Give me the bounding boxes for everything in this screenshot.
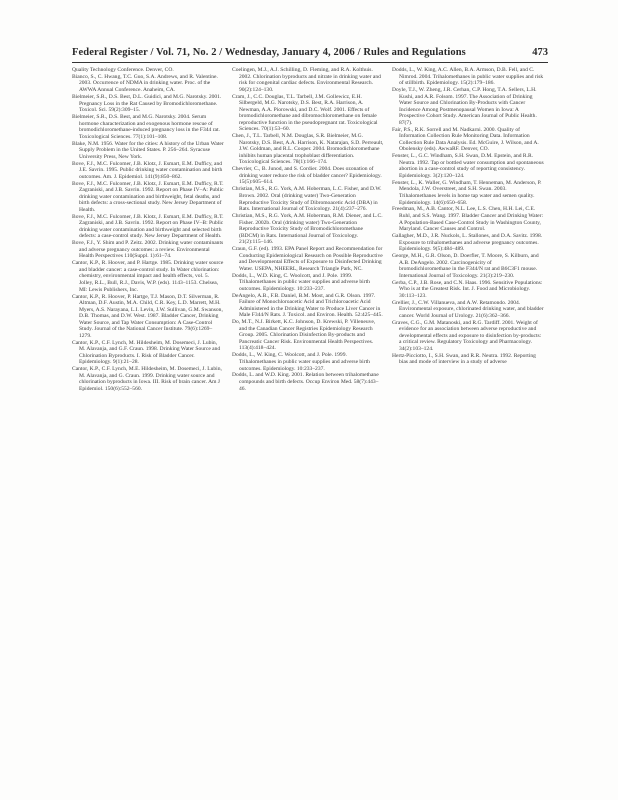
reference-entry: Grellier, J., C.W. Villanueva, and A.W. Retamondo. 2004. Environmental exposure, chlorinated drinking water, and bladder cancer. World Journal of Urology. 21(6):362–366. <box>392 299 544 319</box>
reference-entry: Graves, C.G., G.M. Matanoski, and R.G. Tardiff. 2001. Weight of evidence for an association between adverse reproductive and developmental effects and exposure to disinfection by-products: a critical review. Regulatory Toxicology and Pharmacology. 34(2):103–124. <box>392 319 542 352</box>
reference-entry: Cantor, K.P., R. Hoover, P. Hartge, T.J. Mason, D.T. Silverman, R. Altman, D.F. Austin, M.A. Child, C.R. Key, L.D. Marrett, M.H. Myers, A.S. Narayana, L.I. Levin, J.W. Sullivan, G.M. Swanson, D.B. Thomas, and D.W. West. 1987. Bladder Cancer, Drinking Water Source, and Tap Water Consumption: A Case-Control Study. Journal of the National Cancer Institute. 79(6):1269–1279. <box>72 293 223 339</box>
reference-entry: Bielmeier, S.R., D.S. Best, D.L. Guidici, and M.G. Narotsky. 2001. Pregnancy Loss in the Rat Caused by Bromodichloromethane. Toxicol. Sci. 59(2):309–15. <box>72 93 222 114</box>
reference-column-1 <box>72 67 224 767</box>
reference-entry: Fenster, L., G.C. Windham, S.H. Swan, D.M. Epstein, and R.R. Neutra. 1992. Tap or bottled water consumption and spontaneous abortion in a case-control study of reporting consistency. Epidemiology. 3(2):120–124. <box>392 153 544 179</box>
reference-entry: Gallagher, M.D., J.R. Nuckols, L. Stallones, and D.A. Savitz. 1998. Exposure to trihalomethanes and adverse pregnancy outcomes. Epidemiology. 9(5):484–489. <box>392 233 543 253</box>
reference-entry: Coelingen, M.J., A.J. Schilling, D. Fleming, and R.A. Kolthuis. 2002. Chlorination byproducts and nitrate in drinking water and risk for congenital cardiac defects. Environmental Research. 90(2):124–130. <box>232 67 381 93</box>
reference-entry: Chen, J., T.L. Tarbell, N.M. Douglas, S.R. Bielmeier, M.G. Narotsky, D.S. Best, A.A. Harrison, K. Natarajan, S.D. Perreault, J.W. Goldman, and R.L. Cooper. 2004. Bromodichloromethane inhibits human placental trophoblast differentiation. Toxicological Sciences. 78(1):166–174. <box>232 133 384 166</box>
running-head: Federal Register / Vol. 71, No. 2 / Wednesday, January 4, 2006 / Rules and Regulations <box>72 47 466 58</box>
reference-entry: George, M.H., G.R. Olson, D. Doerfler, T. Moore, S. Kilburn, and A.B. DeAngelo. 2002. Carcinogenicity of bromodichloromethane in the F344/N rat and B6C3F1 mouse. International Journal of Toxicology. 21(3):219–230. <box>392 253 539 279</box>
reference-entry: Chevrier, C., B. Junod, and S. Cordier. 2004. Does ozonation of drinking water reduce the risk of bladder cancer? Epidemiology. 15(5):605–614. <box>232 166 382 186</box>
reference-entry: Bove, F.J., M.C. Fulcomer, J.B. Klotz, J. Esmart, E.M. Dufficy, and J.E. Savrin. 1995. Public drinking water contamination and birth outcomes. Am. J. Epidemiol. 141(9):850–862. <box>72 160 223 180</box>
reference-entry: Bianco, S., C. Hwang, T.C. Guo, S.A. Andrews, and R. Valentine. 2003. Occurrence of NDMA in drinking water. Proc. of the AWWA Annual Conference. Anaheim, CA. <box>72 73 218 94</box>
reference-entry: Fair, P.S., R.K. Sorrell and M. Nadkarni. 2000. Quality of Information Collection Rule Monitoring Data. Information Collection Rule Data Analysis. Ed. McGuire, J. Wilson, and A. Obolensky (eds). AwwaRF. Denver, CO. <box>392 126 539 153</box>
reference-entry: Cantor, K.P., R. Hoover, and P. Hartge. 1985. Drinking water source and bladder cancer: a case-control study. In Water chlorination: chemistry, environmental impact and health effects, vol. 5. Jolley, R.L., Bull, R.J., Davis, W.P. (eds). 1143–1153. Chelsea, MI: Lewis Publishers, Inc. <box>72 260 224 293</box>
reference-entry: Craun, G.F. (ed). 1993. EPA Panel Report and Recommendation for Conducting Epidemiological Research on Possible Reproductive and Developmental Effects of Exposure to Disinfected Drinking Water. USEPA, NHEERL, Research Triangle Park, NC. <box>232 246 383 272</box>
reference-entry: Hertz-Picciotto, I., S.H. Swan, and R.R. Neutra. 1992. Reporting bias and mode of interview in a study of adverse <box>392 352 536 366</box>
reference-entry: Dodds, L., W. King, C. Woolcott, and J. Pole. 1999. Trihalomethanes in public water supplies and adverse birth outcomes. Epidemiology. 10:233–237. <box>232 352 370 372</box>
reference-column-3 <box>392 67 544 767</box>
reference-entry: Dodds, L. and W.D. King. 2001. Relation between trihalomethane compounds and birth defects. Occup Environ Med. 58(7):443–46. <box>232 372 379 392</box>
reference-entry: Christian, M.S., R.G. York, A.M. Hoberman, R.M. Diener, and L.C. Fisher. 2002b. Oral (drinking water) Two-Generation Reproductive Toxicity Study of Bromodichloromethane (BDCM) in Rats. International Journal of Toxicology. 21(2):115–146. <box>232 212 383 246</box>
reference-entry: Cantor, K.P., C.F. Lynch, M.E. Hildesheim, M. Dosemeci, J. Lubin, M. Alavanja, and G. Craun. 1999. Drinking water source and chlorination byproducts in Iowa. III. Risk of brain cancer. Am J Epidemiol. 150(6):552–560. <box>72 366 222 392</box>
reference-entry: Blake, N.M. 1956. Water for the cities: A history of the Urban Water Supply Problem in the United States. P. 256–264. Syracuse University Press, New York. <box>72 140 224 160</box>
reference-entry: Gerba, C.P., J.B. Rose, and C.N. Haas. 1996. Sensitive Populations: Who is at the Greatest Risk. Int. J. Food and Microbiology. 30:113–123. <box>392 279 543 299</box>
reference-entry: Dodds, L., W.D. King, C. Woolcott, and J. Pole. 1999. Trihalomethanes in public water supplies and adverse birth outcomes. Epidemiology. 10:233–237. <box>232 272 370 292</box>
reference-column-2 <box>232 67 384 767</box>
reference-entry: Freedman, M., A.B. Cantor, N.L. Lee, L.S. Chen, H.H. Lei, C.E. Ruhl, and S.S. Wang. 1997. Bladder Cancer and Drinking Water: A Population-Based Case-Control Study in Washington County, Maryland. Cancer Causes and Control. <box>392 206 544 233</box>
reference-entry: Do, M.T., N.J. Birkett, K.C. Johnson, D. Krewski, P. Villeneuve, and the Canadian Cancer Registries Epidemiology Research Group. 2005. Chlorination Disinfection By-products and Pancreatic Cancer Risk. Environmental Health Perspectives. 113(4):418–424. <box>232 319 376 352</box>
header-rule <box>72 62 548 63</box>
reference-entry: Cantor, K.P., C.F. Lynch, M. Hildesheim, M. Dosemeci, J. Lubin, M. Alavanja, and G.F. Craun. 1998. Drinking Water Source and Chlorination Byproducts. I. Risk of Bladder Cancer. Epidemiology. 9(1):21–28. <box>72 339 221 366</box>
reference-entry: Cram, J., C.C. Douglas, T.L. Tarbell, J.M. Gollewicz, E.H. Silbergeld, M.G. Narotsky, D.S. Best, R.A. Harrison, A. Newman, A.A. Piorowski, and D.C. Wolf. 2001. Effects of bromodichloromethane and dibromochloromethane on female reproductive function in the pseudopregnant rat. Toxicological Sciences. 70(1):53–60. <box>232 93 378 133</box>
reference-entry: DeAngelo, A.B., F.B. Daniel, B.M. Most, and G.R. Olson. 1997. Failure of Monochloroacetic Acid and Trichloroacetic Acid Administered in the Drinking Water to Produce Liver Cancer in Male F344/N Rats. J. Toxicol. and Environ. Health. 52:425–445. <box>232 292 383 319</box>
reference-entry: Bove, F.J., M.C. Fulcomer, J.B. Klotz, J. Esmart, E.M. Dufficy, R.T. Zagraniski, and J.B. Savrin. 1992. Report on Phase IV–B: Public drinking water contamination and birthweight and selected birth defects: a case-control study. New Jersey Department of Health. <box>72 213 224 240</box>
reference-entry: Bove, F.J., M.C. Fulcomer, J.B. Klotz, J. Esmart, E.M. Dufficy, R.T. Zagraniski, and J.B. Savrin. 1992. Report on Phase IV–A: Public drinking water contamination and birthweight, fetal deaths, and birth defects: a cross-sectional study. New Jersey Department of Health. <box>72 180 224 213</box>
reference-entry: Christian, M.S., R.G. York, A.M. Hoberman, L.C. Fisher, and D.W. Brown. 2002. Oral (drinking water) Two-Generation Reproductive Toxicity Study of Dibromoacetic Acid (DBA) in Rats. International Journal of Toxicology. 21(4):237–276. <box>232 186 382 213</box>
reference-entry: Quality Technology Conference. Denver, CO. <box>72 67 174 73</box>
page-number: 473 <box>532 47 548 58</box>
page-header <box>72 44 548 62</box>
reference-entry: Doyle, T.J., W. Zheng, J.R. Cerhan, C.P. Hong, T.A. Sellers, L.H. Kushi, and A.R. Folsom. 1997. The Association of Drinking Water Source and Chlorination By-Products with Cancer Incidence Among Postmenopausal Women in Iowa: A Prospective Cohort Study. American Journal of Public Health. 87(7). <box>392 87 537 126</box>
reference-entry: Fenster, L., K. Waller, G. Windham, T. Henneman, M. Anderson, P. Mendola, J.W. Overstreet, and S.H. Swan. 2003. Trihalomethanes levels in home tap water and semen quality. Epidemiology. 14(6):650–658. <box>392 179 542 206</box>
reference-entry: Bielmeier, S.R., D.S. Best, and M.G. Narotsky. 2004. Serum hormone characterization and exogenous hormone rescue of bromodichloromethane-induced pregnancy loss in the F344 rat. Toxicological Sciences. 77(1):101–108. <box>72 114 220 140</box>
reference-entry: Dodds, L., W. King, A.C. Allen, B.A. Armson, D.B. Fell, and C. Nimrod. 2004. Trihalomethanes in public water supplies and risk of stillbirth. Epidemiology. 15(2):179–186. <box>392 67 544 87</box>
reference-entry: Bove, F.J., Y. Shim and P. Zeitz. 2002. Drinking water contaminants and adverse pregnancy outcomes: a review. Environmental Health Perspectives 110(Suppl. 1):61–74. <box>72 240 224 260</box>
